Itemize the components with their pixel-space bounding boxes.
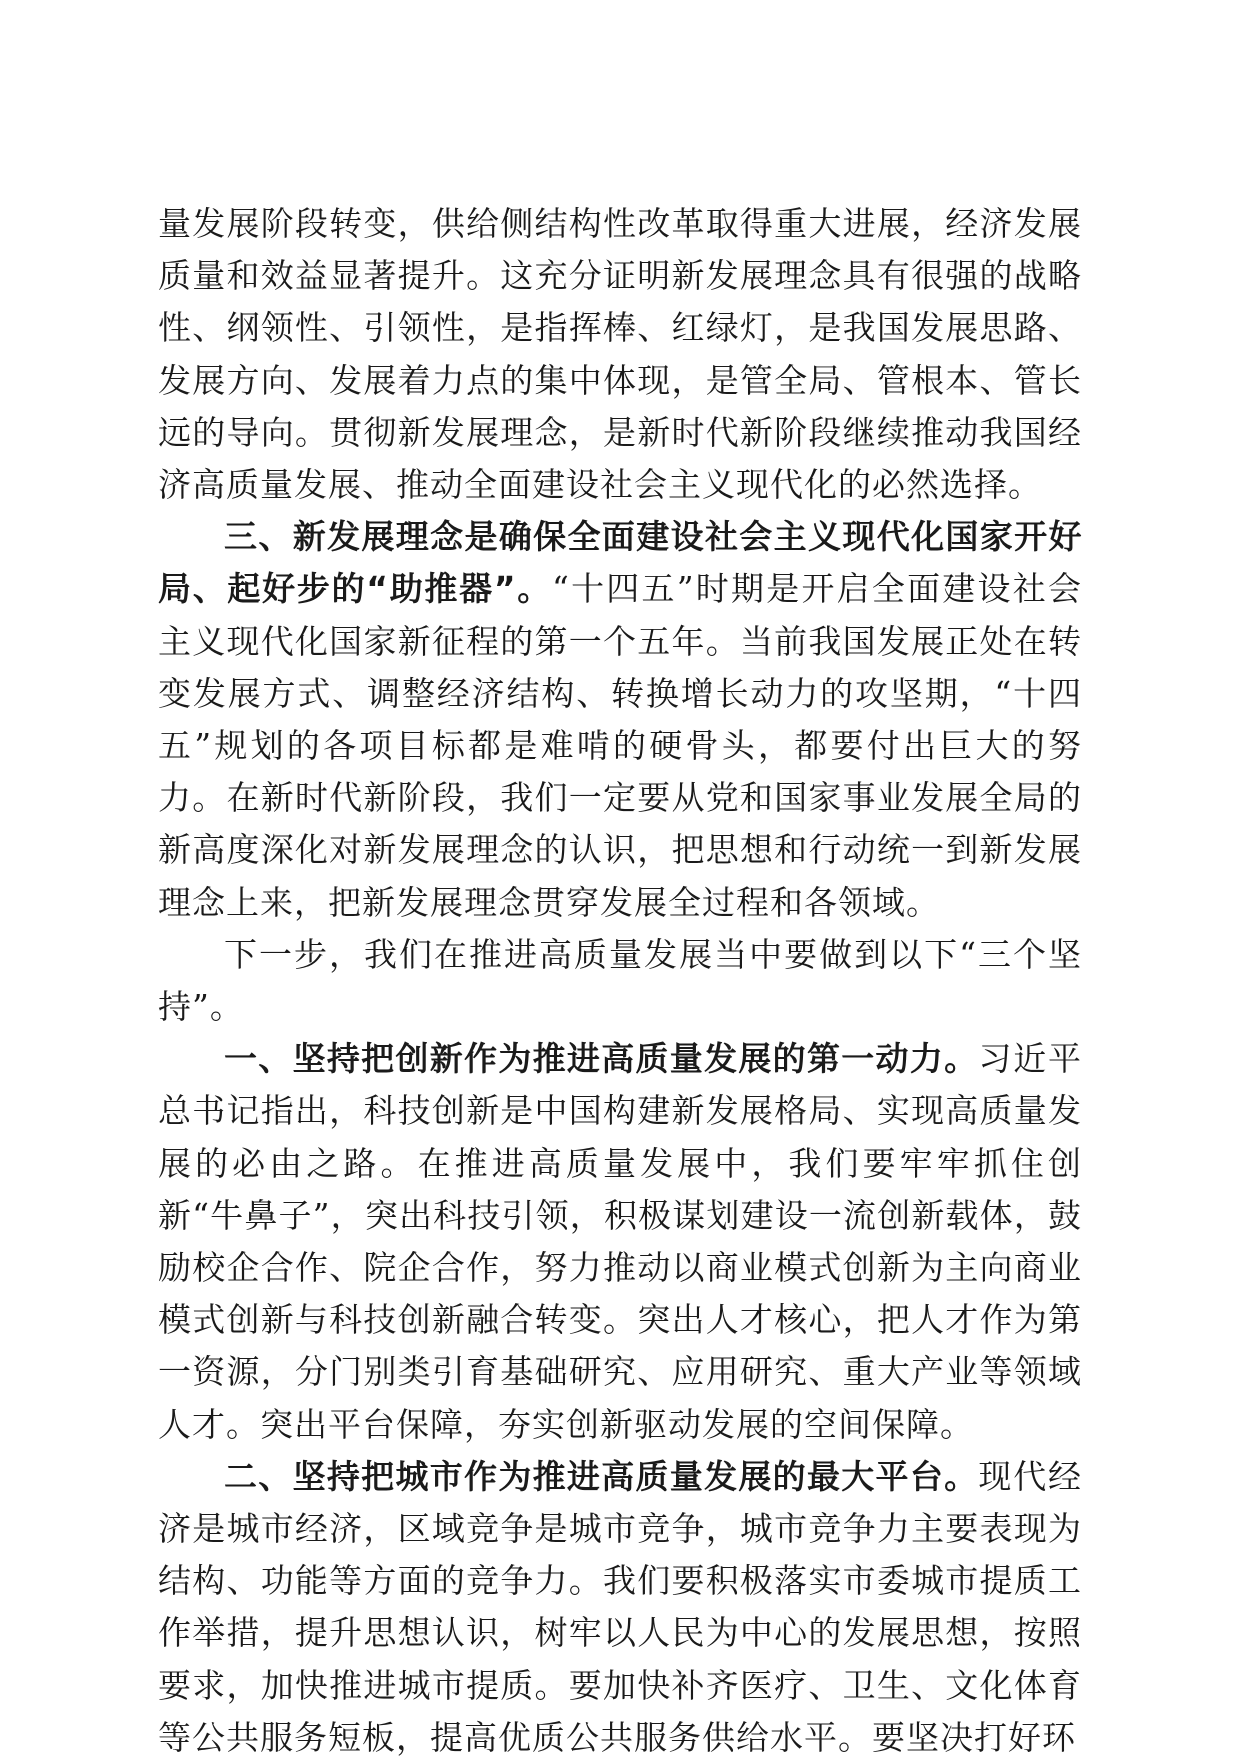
paragraph-text: 量发展阶段转变，供给侧结构性改革取得重大进展，经济发展质量和效益显著提升。这充分证明新发展理念具有很强的战略性、纲领性、引领性，是指挥棒、红绿灯，是我国发展思路、发展方向、发展着力点的集中体现，是管全局、管根本、管长远的导向。贯彻新发展理念，是新时代新阶段继续推动我国经济高质量发展、推动全面建设社会主义现代化的必然选择。	[158, 204, 1082, 505]
section-heading: 一、坚持把创新作为推进高质量发展的第一动力。	[224, 1039, 979, 1079]
document-page	[158, 198, 1082, 1764]
paragraph-text: 习近平总书记指出，科技创新是中国构建新发展格局、实现高质量发展的必由之路。在推进高质量发展中，我们要牢牢抓住创新“牛鼻子”，突出科技引领，积极谋划建设一流创新载体，鼓励校企合作、院企合作，努力推动以商业模式创新为主向商业模式创新与科技创新融合转变。突出人才核心，把人才作为第一资源，分门别类引育基础研究、应用研究、重大产业等领域人才。突出平台保障，夯实创新驱动发展的空间保障。	[158, 1039, 1083, 1444]
paragraph-text: “十四五”时期是开启全面建设社会主义现代化国家新征程的第一个五年。当前我国发展正处在转变发展方式、调整经济结构、转换增长动力的攻坚期，“十四五”规划的各项目标都是难啃的硬骨头，都要付出巨大的努力。在新时代新阶段，我们一定要从党和国家事业发展全局的新高度深化对新发展理念的认识，把思想和行动统一到新发展理念上来，把新发展理念贯穿发展全过程和各领域。	[158, 569, 1082, 922]
paragraph-persist-one	[158, 1033, 1082, 1451]
paragraph-continuation	[158, 198, 1082, 511]
paragraph-next-step	[158, 929, 1082, 1033]
paragraph-text: 现代经济是城市经济，区域竞争是城市竞争，城市竞争力主要表现为结构、功能等方面的竞争力。我们要积极落实市委城市提质工作举措，提升思想认识，树牢以人民为中心的发展思想，按照要求，加快推进城市提质。要加快补齐医疗、卫生、文化体育等公共服务短板，提高优质公共服务供给水平。要坚决打好环	[158, 1456, 1083, 1757]
paragraph-persist-two	[158, 1451, 1082, 1764]
paragraph-section-three	[158, 511, 1082, 929]
paragraph-text: 下一步，我们在推进高质量发展当中要做到以下“三个坚持”。	[158, 934, 1082, 1027]
section-heading: 三、新发展理念是确保全面建设社会主义现代化国家开好局、起好步的“助推器”。	[158, 517, 1082, 609]
section-heading: 二、坚持把城市作为推进高质量发展的最大平台。	[224, 1456, 979, 1496]
